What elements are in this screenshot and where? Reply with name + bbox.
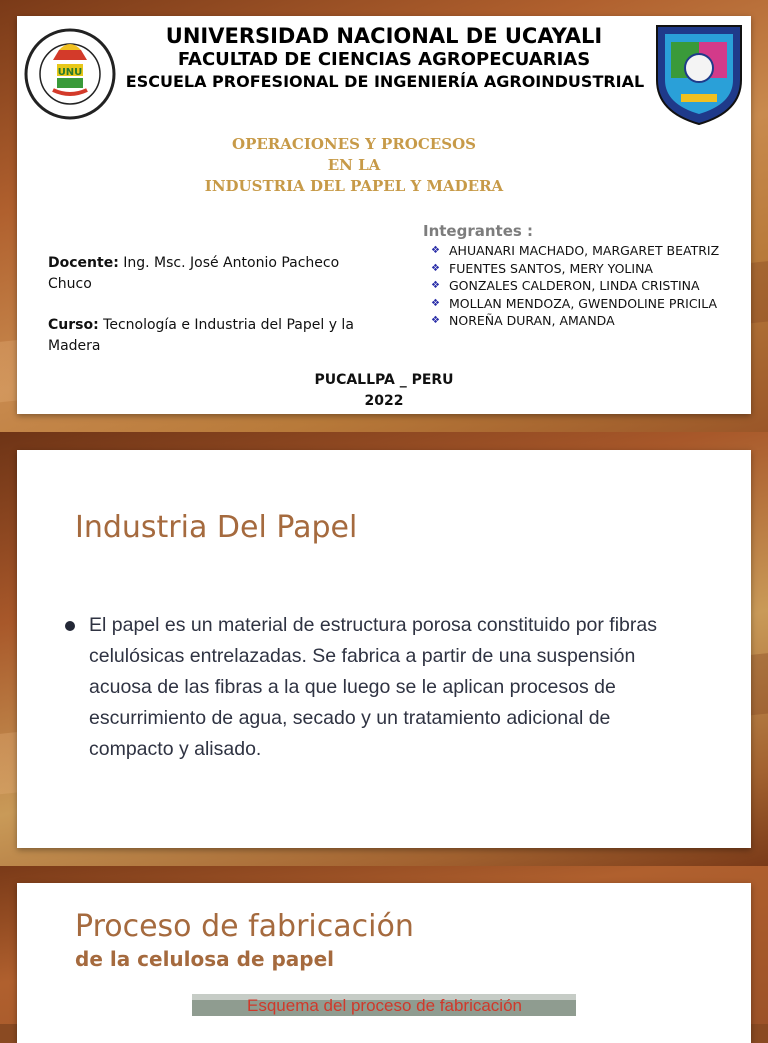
- topic-line-2: EN LA: [327, 156, 381, 174]
- topic-line-3: INDUSTRIA DEL PAPEL Y MADERA: [204, 177, 504, 195]
- integrantes-title: Integrantes :: [423, 222, 534, 240]
- diamond-bullet-icon: ❖: [431, 262, 440, 274]
- list-item: ❖ FUENTES SANTOS, MERY YOLINA: [431, 260, 653, 276]
- docente-value: Ing. Msc. José Antonio Pacheco Chuco: [48, 255, 340, 292]
- curso-label: Curso:: [48, 317, 99, 333]
- list-item: ❖ AHUANARI MACHADO, MARGARET BEATRIZ: [431, 243, 720, 258]
- docente-info: [48, 253, 378, 295]
- list-item: ❖ NOREÑA DURAN, AMANDA: [431, 313, 615, 329]
- slide-subtitle: de la celulosa de papel: [75, 947, 335, 971]
- topic-line-1: OPERACIONES Y PROCESOS: [232, 135, 476, 153]
- year-label: 2022: [364, 393, 404, 409]
- university-name: UNIVERSIDAD NACIONAL DE UCAYALI: [165, 24, 603, 48]
- city-label: PUCALLPA _ PERU: [314, 372, 454, 388]
- list-item: ❖ MOLLAN MENDOZA, GWENDOLINE PRICILA: [431, 295, 718, 311]
- bullet-text: El papel es un material de estructura porosa constituido por fibras celulósicas entrelazadas. Se fabrica a partir de una suspensión acuosa de las fibras a la que luego se le aplican procesos de escurrimiento de agua, secado y un tratamiento adicional de compacto y alisado.: [89, 614, 657, 760]
- slide-title: Industria Del Papel: [75, 510, 358, 545]
- curso-info: [48, 315, 378, 357]
- faculty-name: FACULTAD DE CIENCIAS AGROPECUARIAS: [177, 49, 591, 70]
- docente-label: Docente:: [48, 255, 119, 271]
- list-item: ❖ GONZALES CALDERON, LINDA CRISTINA: [431, 278, 700, 294]
- faculty-shield-logo: [651, 20, 747, 128]
- diamond-bullet-icon: ❖: [431, 280, 440, 292]
- slide-title: Proceso de fabricación: [75, 909, 414, 944]
- svg-text:UNU: UNU: [57, 67, 83, 78]
- slide-1-title-card: [17, 16, 751, 414]
- curso-value: Tecnología e Industria del Papel y la Madera: [48, 317, 354, 354]
- slide-3-content-card: [17, 883, 751, 1043]
- scheme-caption: Esquema del proceso de fabricación: [247, 996, 522, 1015]
- scheme-caption-bar: [192, 994, 576, 1016]
- bullet-dot-icon: [65, 621, 75, 631]
- integrantes-list: [431, 242, 719, 330]
- bullet-paragraph: [89, 610, 689, 765]
- slide-2-content-card: [17, 450, 751, 848]
- diamond-bullet-icon: ❖: [431, 297, 440, 309]
- diamond-bullet-icon: ❖: [431, 245, 440, 256]
- school-name: ESCUELA PROFESIONAL DE INGENIERÍA AGROINDUSTRIAL: [125, 72, 645, 91]
- diamond-bullet-icon: ❖: [431, 315, 440, 327]
